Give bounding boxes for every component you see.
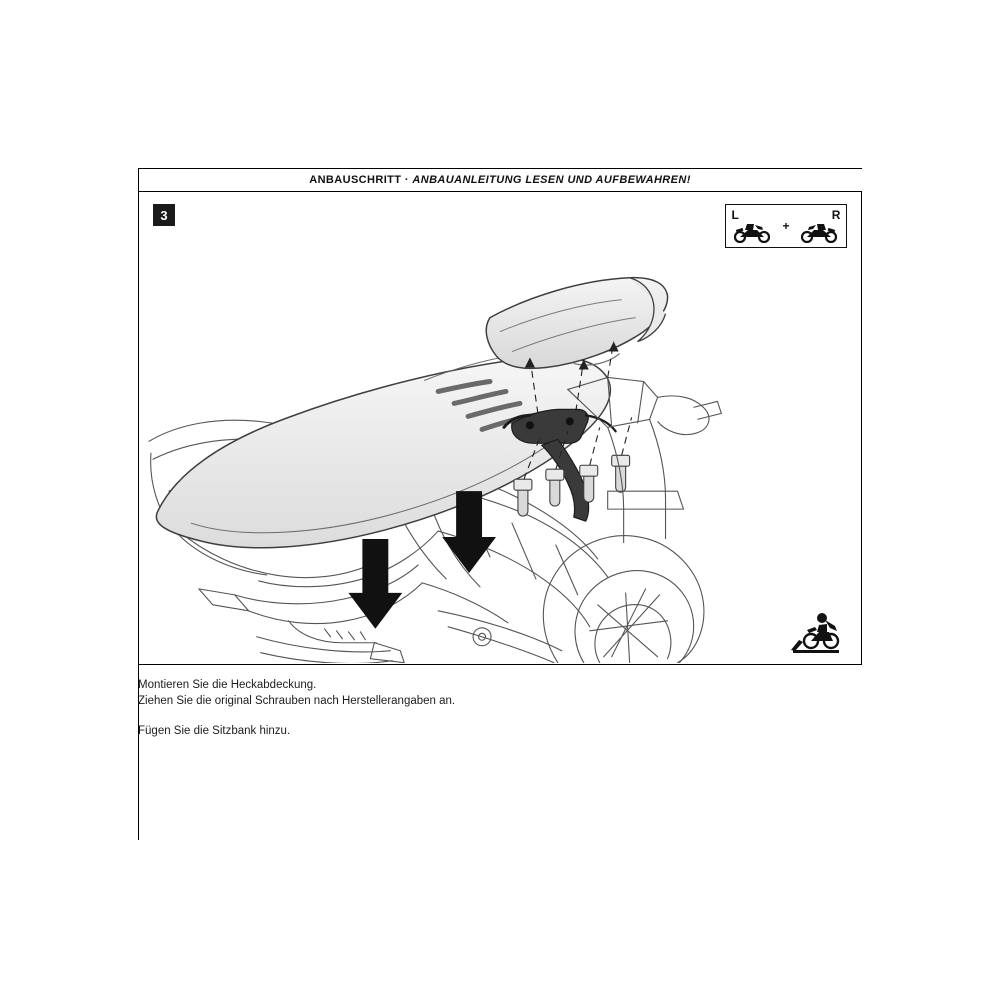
side-indicator-right-label: R bbox=[831, 208, 841, 222]
seat-bench bbox=[156, 355, 610, 548]
assembly-drawing bbox=[139, 192, 861, 663]
caption-line-3: Fügen Sie die Sitzbank hinzu. bbox=[138, 725, 291, 737]
side-indicator-left bbox=[729, 207, 775, 245]
rider-on-motorcycle-icon bbox=[789, 608, 845, 654]
side-indicator-box bbox=[725, 204, 847, 248]
caption-block bbox=[138, 665, 862, 739]
side-indicator-plus: + bbox=[782, 219, 790, 233]
caption-line-2: Ziehen Sie die original Schrauben nach Herstellerangaben an. bbox=[138, 695, 456, 707]
caption-line-1: Montieren Sie die Heckabdeckung. bbox=[138, 679, 317, 691]
rear-cover-panel bbox=[486, 278, 667, 369]
caption-spacer bbox=[138, 709, 862, 723]
motorcycle-right-icon bbox=[798, 219, 840, 243]
page-title bbox=[309, 174, 691, 186]
screw bbox=[546, 469, 564, 506]
header-title-sub: ANBAUANLEITUNG LESEN UND AUFBEWAHREN! bbox=[412, 174, 691, 186]
illustration-frame bbox=[138, 192, 862, 665]
step-number-badge: 3 bbox=[153, 204, 175, 226]
swingarm bbox=[370, 611, 561, 663]
header-band bbox=[138, 168, 862, 192]
motorcycle-left-icon bbox=[731, 219, 773, 243]
instruction-sheet bbox=[138, 168, 862, 739]
header-title-main: ANBAUSCHRITT bbox=[309, 174, 402, 186]
side-indicator-left-label: L bbox=[731, 208, 739, 222]
side-indicator-right bbox=[796, 207, 842, 245]
header-title-separator: · bbox=[401, 174, 413, 186]
direction-arrow bbox=[348, 539, 402, 629]
